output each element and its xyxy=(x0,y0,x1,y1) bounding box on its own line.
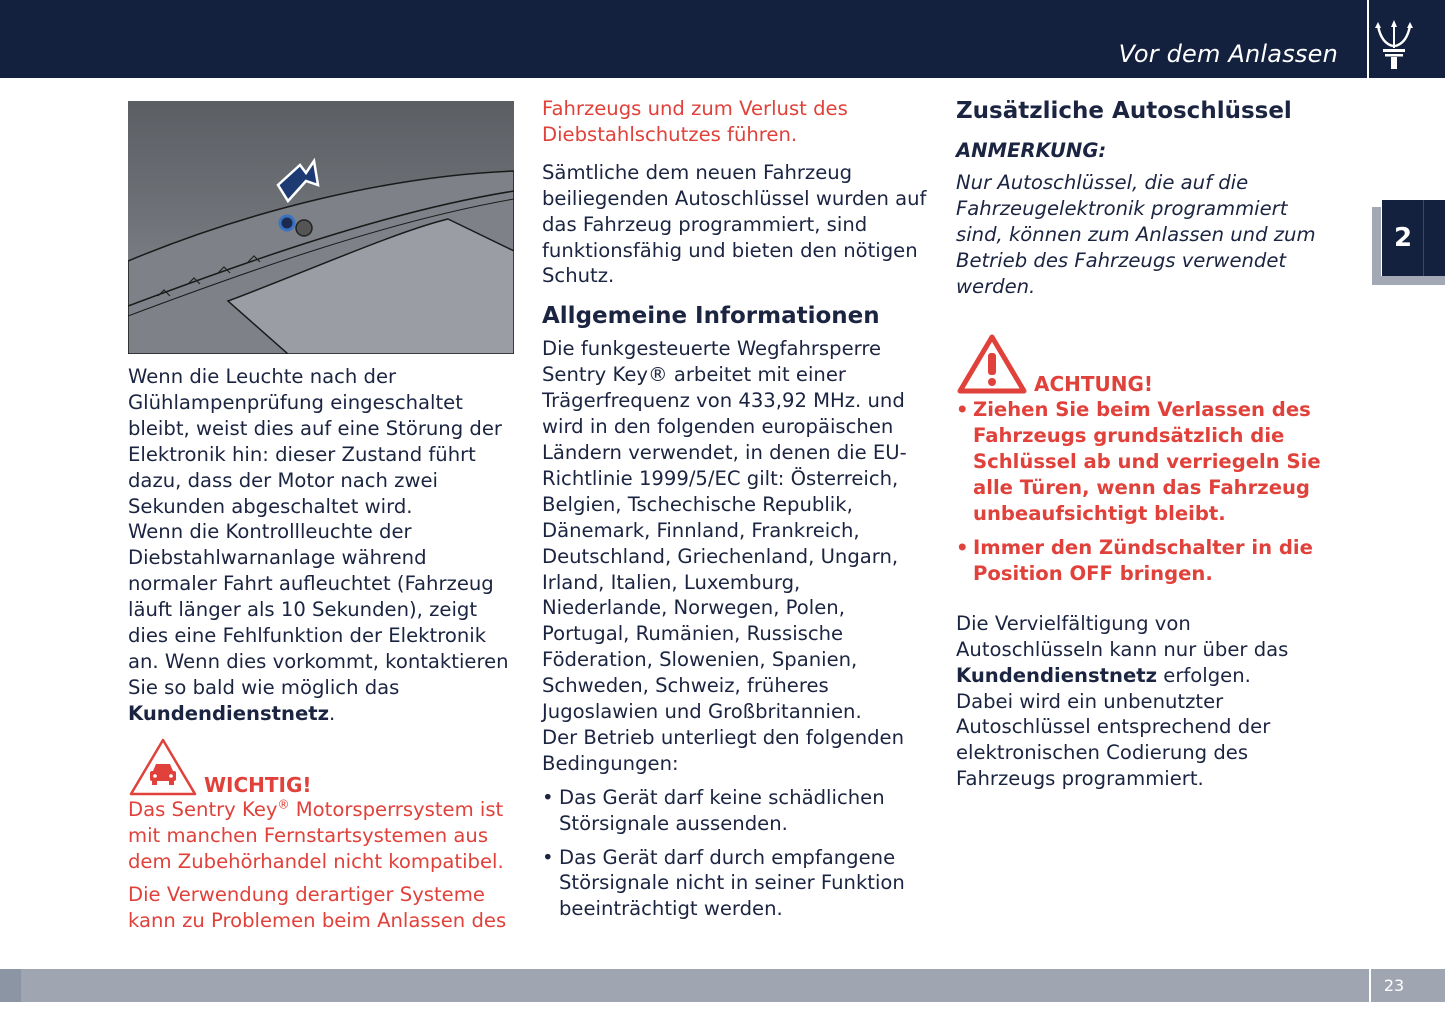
important-text-2: Die Verwendung derartiger Systeme kann zu Problemen beim Anlassen des xyxy=(128,883,507,933)
note-label: ANMERKUNG: xyxy=(956,139,1107,162)
body-paragraph xyxy=(128,519,513,726)
body-paragraph: Die funkgesteuerte Wegfahrsperre Sentry Key® arbeitet mit einer Trägerfrequenz von 433,92 MHz. und wird in den folgenden europäischen Ländern verwendet, in denen die EU-Richtlinie 1999/5/EC gilt: Österreich, Belgien, Tschechische Republik, Dänemark, Finnland, Frankreich, Deutschland, Griechenland, Ungarn, Irland, Italien, Luxemburg, Niederlande, Norwegen, Polen, Portugal, Rumänien, Russische Föderation, Slowenien, Spanien, Schweden, Schweiz, früheres Jugoslawien und Großbritannien. xyxy=(542,337,907,724)
body-paragraph: Wenn die Leuchte nach der Glühlampenprüfung eingeschaltet bleibt, weist dies auf eine Störung der Elektronik hin: dieser Zustand führt dazu, dass der Motor nach zwei Sekunden abgeschaltet wird. xyxy=(128,365,502,518)
text-run: . xyxy=(329,701,336,725)
footer-left-accent xyxy=(0,969,21,1002)
important-text-continued: Fahrzeugs und zum Verlust des Diebstahlschutzes führen. xyxy=(542,97,848,146)
service-network-term: Kundendienstnetz xyxy=(128,701,330,725)
body-paragraph: Sämtliche dem neuen Fahrzeug beiliegenden Autoschlüssel wurden auf das Fahrzeug programmiert, sind funktionsfähig und bieten den nötigen Schutz. xyxy=(542,160,927,288)
roof-indicator-photo xyxy=(128,101,514,354)
text-run: Das Sentry Key xyxy=(128,797,278,821)
column-2 xyxy=(542,96,927,922)
list-item: • Ziehen Sie beim Verlassen des Fahrzeugs grundsätzlich die Schlüssel ab und verriegeln Sie alle Türen, wenn das Fahrzeug unbeaufsichtigt bleibt. xyxy=(956,397,1328,527)
text-run: Motorsperrsystem ist mit manchen Fernstartsystemen aus dem Zubehörhandel nicht kompatibel. xyxy=(128,797,504,873)
chapter-title: Vor dem Anlassen xyxy=(1118,40,1338,68)
body-paragraph xyxy=(956,611,1328,689)
important-notice xyxy=(128,737,513,935)
warning-label: ACHTUNG! xyxy=(1034,371,1154,396)
important-text xyxy=(128,797,513,875)
text-run: Wenn die Kontrollleuchte der Diebstahlwarnanlage während normaler Fahrt aufleuchtet (Fahrzeug läuft länger als 10 Sekunden), zeigt dies eine Fehlfunktion der Elektronik an. Wenn dies vorkommt, kontaktieren Sie so bald wie möglich das xyxy=(128,520,509,699)
chapter-tab-line xyxy=(1423,200,1424,276)
chapter-tab[interactable] xyxy=(1381,200,1445,276)
text-run: Die Vervielfältigung von Autoschlüsseln kann nur über das xyxy=(956,611,1289,661)
body-paragraph: Der Betrieb unterliegt den folgenden Bedingungen: xyxy=(542,725,905,775)
body-paragraph: Dabei wird ein unbenutzter Autoschlüssel entsprechend der elektronischen Codierung des Fahrzeugs programmiert. xyxy=(956,689,1271,791)
important-label: WICHTIG! xyxy=(204,772,312,797)
service-network-term: Kundendienstnetz xyxy=(956,663,1158,687)
warning-heading xyxy=(956,333,1328,395)
important-heading xyxy=(128,737,513,797)
column-3 xyxy=(956,96,1328,792)
exclamation-warning-icon xyxy=(956,333,1028,395)
note-text: Nur Autoschlüssel, die auf die Fahrzeugelektronik programmiert sind, können zum Anlassen und zum Betrieb des Fahrzeugs verwendet werden. xyxy=(956,170,1316,298)
text-run: erfolgen. xyxy=(1157,663,1251,687)
conditions-list xyxy=(542,785,927,923)
registered-mark: ® xyxy=(277,797,290,812)
chapter-number: 2 xyxy=(1393,223,1413,253)
list-item: • Das Gerät darf keine schädlichen Störsignale aussenden. xyxy=(542,785,927,837)
list-item: • Das Gerät darf durch empfangene Störsignale nicht in seiner Funktion beeinträchtigt werden. xyxy=(542,845,927,923)
warning-list xyxy=(956,397,1328,586)
section-heading: Allgemeine Informationen xyxy=(542,303,880,330)
footer-bar xyxy=(0,969,1445,1002)
column-1 xyxy=(128,96,513,934)
trident-logo-icon xyxy=(1372,18,1416,70)
header-divider xyxy=(1367,0,1369,78)
section-heading: Zusätzliche Autoschlüssel xyxy=(956,98,1292,124)
car-warning-icon xyxy=(128,737,198,797)
warning-notice xyxy=(956,333,1328,586)
page-number: 23 xyxy=(1383,976,1405,995)
roof-illustration xyxy=(128,101,514,354)
list-item: • Immer den Zündschalter in die Position OFF bringen. xyxy=(956,535,1328,587)
chapter-header xyxy=(0,0,1445,78)
